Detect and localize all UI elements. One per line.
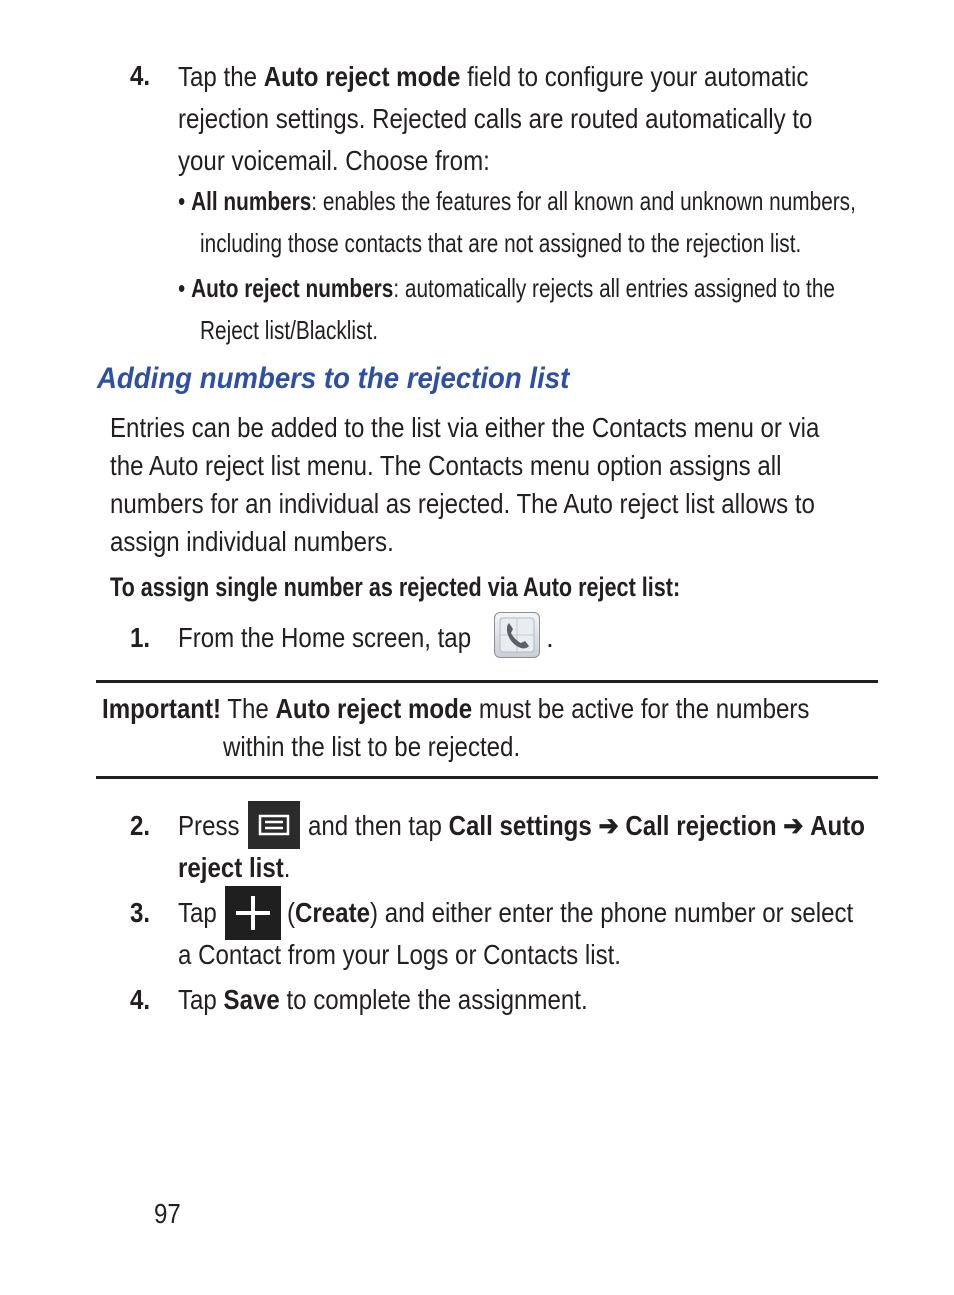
- step-text: (Create) and either enter the phone number or select: [287, 897, 854, 928]
- step-text: and then tap Call settings ➔ Call rejection ➔ Auto: [308, 810, 865, 841]
- bullet-item: • Auto reject numbers: automatically rejects all entries assigned to the: [178, 273, 835, 303]
- important-note: Important! The Auto reject mode must be active for the numbers: [102, 693, 810, 724]
- step-text: rejection settings. Rejected calls are routed automatically to: [178, 103, 813, 134]
- bullet-item: • All numbers: enables the features for all known and unknown numbers,: [178, 186, 856, 216]
- step-number: 4.: [130, 60, 151, 91]
- step-number: 2.: [130, 810, 151, 841]
- step-number: 1.: [130, 622, 151, 653]
- step-text: a Contact from your Logs or Contacts list.: [178, 939, 621, 970]
- page-number: 97: [154, 1198, 181, 1229]
- step-text: Tap Save to complete the assignment.: [178, 984, 588, 1015]
- procedure-heading: To assign single number as rejected via Auto reject list:: [110, 572, 681, 602]
- step-text: From the Home screen, tap: [178, 622, 472, 653]
- divider-top: [96, 680, 878, 683]
- step-text: your voicemail. Choose from:: [178, 145, 490, 176]
- intro-paragraph: Entries can be added to the list via either the Contacts menu or via the Auto reject list menu. The Contacts menu option assigns all numbers for an individual as rejected. The Auto reject list allows to assign individual numbers.: [110, 412, 820, 557]
- bullet-text: including those contacts that are not assigned to the rejection list.: [200, 228, 802, 258]
- important-note-line2: within the list to be rejected.: [223, 731, 521, 762]
- step-number: 4.: [130, 984, 151, 1015]
- step-number: 3.: [130, 897, 151, 928]
- menu-key-icon: [248, 801, 300, 849]
- step-text: Tap the Auto reject mode field to configure your automatic: [178, 61, 809, 92]
- step-text: reject list.: [178, 852, 291, 883]
- step-text: Tap: [178, 897, 217, 928]
- step-text: Press: [178, 810, 240, 841]
- phone-app-icon: [494, 612, 540, 658]
- section-heading: Adding numbers to the rejection list: [97, 362, 570, 395]
- divider-bottom: [96, 776, 878, 779]
- step-text: .: [546, 622, 554, 653]
- plus-create-icon: [225, 886, 281, 940]
- bullet-text: Reject list/Blacklist.: [200, 315, 378, 345]
